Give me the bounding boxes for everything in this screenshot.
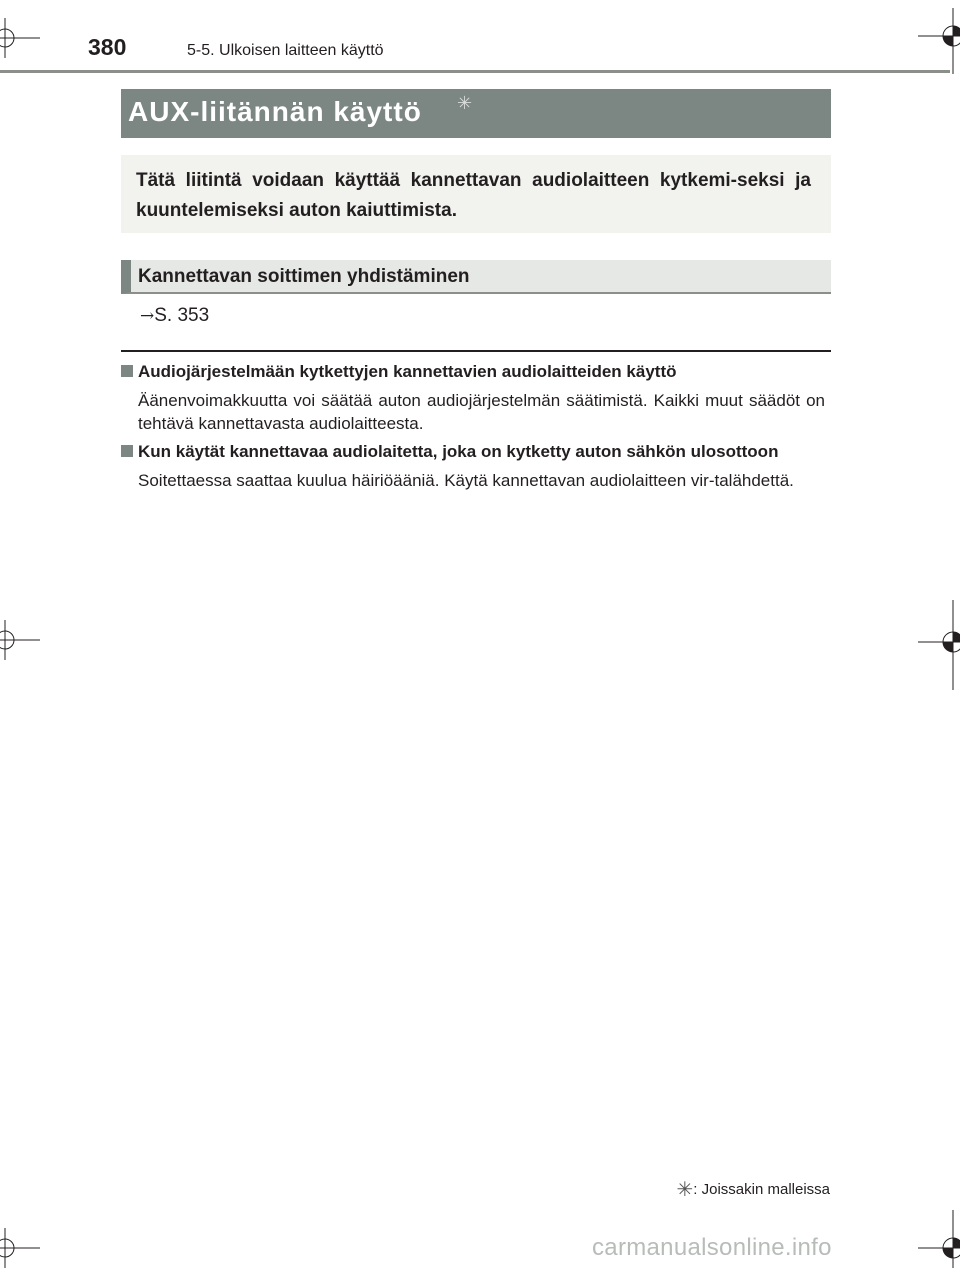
chapter-title: 5-5. Ulkoisen laitteen käyttö bbox=[187, 42, 384, 59]
square-bullet-icon bbox=[121, 365, 133, 377]
notes-divider bbox=[121, 350, 831, 352]
crop-mark-mid-left bbox=[0, 620, 40, 660]
note-item bbox=[121, 440, 831, 492]
asterisk-icon: ✳ bbox=[676, 1179, 694, 1201]
note-body: Äänenvoimakkuutta voi säätää auton audiojärjestelmän säätimistä. Kaikki muut säädöt on tehtävä kannettavasta audiolaitteesta. bbox=[138, 391, 825, 433]
section-title-bar bbox=[121, 89, 831, 138]
page-number: 380 bbox=[88, 34, 127, 60]
arrow-right-icon: → bbox=[140, 306, 155, 326]
crop-mark-bottom-right bbox=[918, 1210, 960, 1268]
subsection-heading bbox=[121, 260, 831, 294]
square-bullet-icon bbox=[121, 445, 133, 457]
crop-mark-top-left bbox=[0, 18, 40, 58]
crop-mark-top-right bbox=[918, 8, 960, 74]
note-heading: Kun käytät kannettavaa audiolaitetta, joka on kytketty auton sähkön ulosottoon bbox=[138, 442, 779, 461]
page-reference[interactable] bbox=[140, 305, 209, 327]
asterisk-icon: ✳ bbox=[457, 93, 473, 113]
note-body: Soitettaessa saattaa kuulua häiriöääniä. Käytä kannettavan audiolaitteen vir-talähdettä. bbox=[138, 471, 794, 490]
note-item bbox=[121, 360, 831, 435]
subsection-heading-label: Kannettavan soittimen yhdistäminen bbox=[138, 266, 470, 287]
watermark: carmanualsonline.info bbox=[592, 1234, 832, 1261]
page-title: AUX-liitännän käyttö bbox=[128, 96, 422, 127]
note-heading: Audiojärjestelmään kytkettyjen kannettavien audiolaitteiden käyttö bbox=[138, 362, 677, 381]
intro-text: Tätä liitintä voidaan käyttää kannettavan audiolaitteen kytkemi-seksi ja kuuntelemiseksi auton kaiuttimista. bbox=[121, 155, 831, 233]
crop-mark-mid-right bbox=[918, 600, 960, 690]
footnote bbox=[677, 1177, 830, 1202]
footnote-text: : Joissakin malleissa bbox=[693, 1181, 830, 1198]
header-divider bbox=[0, 70, 950, 73]
crop-mark-bottom-left bbox=[0, 1228, 40, 1268]
page-reference-text: S. 353 bbox=[154, 305, 210, 326]
